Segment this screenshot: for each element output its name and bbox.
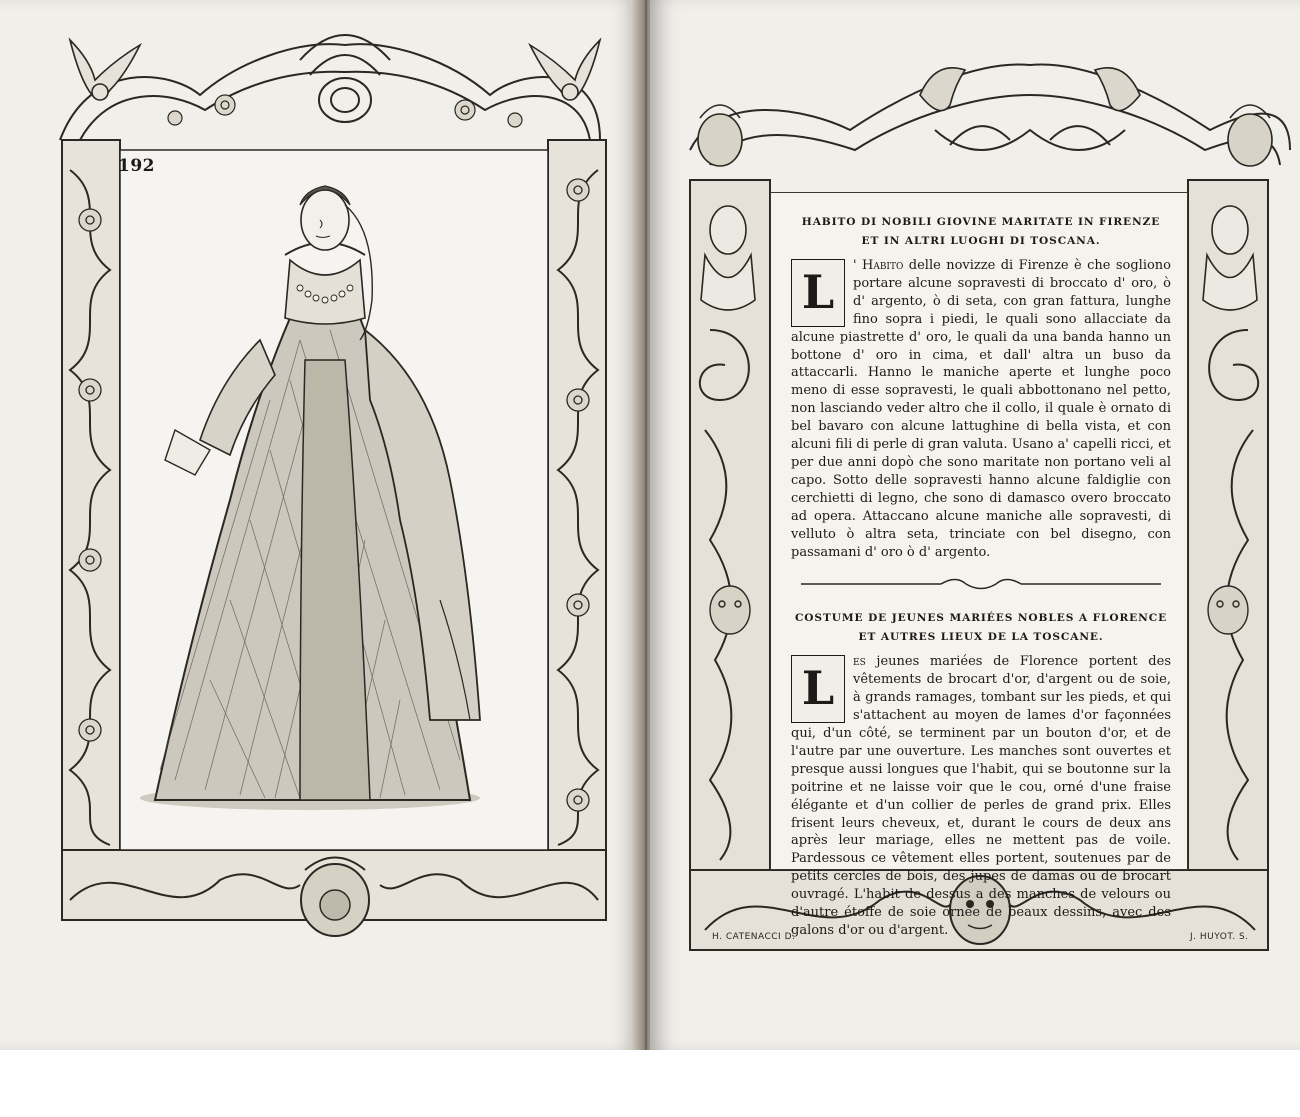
text-panel bbox=[770, 192, 1188, 938]
right-bird-ornament bbox=[530, 40, 600, 100]
italian-drop-cap-letter: L bbox=[801, 265, 835, 319]
left-ornamental-frame bbox=[0, 0, 640, 1050]
french-drop-cap bbox=[791, 655, 845, 723]
page-number: 192 bbox=[118, 156, 155, 176]
left-bird-ornament bbox=[70, 40, 140, 100]
italian-body: delle novizze di Firenze è che sogliono portare alcune sopravesti di broccato d' oro, ò d' argento, ò di seta, con gran fattura, lunghe fino sopra i piedi, le quali sono allacciate da alcune piastrette d' oro, le quali da una banda hanno un bottone d' oro in cima, et dall' altra un buso da attaccarli. Hanno le maniche aperte et lunghe poco meno di esse sopravesti, le quali abbottonano nel petto, non lasciando veder altro che il collo, il quale è ornato di bel bavaro con alcune lattughine di bella vista, et con alcuni fili di perle di gran valuta. Usano a' capelli ricci, et per due anni dopò che sono maritate non portano veli al capo. Sotto delle sopravesti hanno alcune faldiglie con cerchietti di legno, che sono di damasco overo broccato ad opera. Attaccano alcune maniche alle sopravesti, di velluto ò altra seta, trinciate con bel disegno, con passamani d' oro ò d' argento. bbox=[791, 258, 1171, 560]
french-lead-word: es bbox=[853, 654, 866, 670]
french-paragraph bbox=[791, 653, 1171, 940]
engraver-signature-right: J. HUYOT. S. bbox=[1190, 932, 1249, 942]
italian-lead-word: ' Habito bbox=[853, 258, 904, 273]
italian-paragraph bbox=[791, 257, 1171, 561]
left-page bbox=[0, 0, 640, 1050]
section-divider bbox=[791, 575, 1171, 593]
french-body: jeunes mariées de Florence portent des vêtements de brocart d'or, d'argent ou de soie, à grands ramages, tombant sur les pieds, et qui s'attachent au moyen de lames d'or façonnées qui, d'un côté, se terminent par un bouton d'or, et de l'autre par une ouverture. Les manches sont ouvertes et presque aussi longues que l'habit, qui se boutonne sur la poitrine et ne laisse voir que le cou, orné d'une fraise élégante et d'un collier de perles de grand prix. Elles frisent leurs cheveux, et, durant le cours de deux ans après leur mariage, elles ne mettent pas de voile. Pardessous ce vêtement elles portent, soutenues par de petits cercles de bois, des jupes de damas ou de brocart ouvragé. L'habit de dessus a des manches de velours ou d'autre étoffe de soie ornée de beaux dessins, avec des galons d'or ou d'argent. bbox=[791, 654, 1171, 938]
italian-drop-cap bbox=[791, 259, 845, 327]
italian-heading: HABITO DI NOBILI GIOVINE MARITATE IN FIRENZE ET IN ALTRI LUOGHI DI TOSCANA. bbox=[801, 216, 1161, 247]
engraver-signature-left: H. CATENACCI D. bbox=[712, 932, 796, 942]
griffin-ornament bbox=[920, 68, 1140, 111]
french-drop-cap-letter: L bbox=[801, 661, 835, 716]
french-heading: COSTUME DE JEUNES MARIÉES NOBLES A FLORENCE ET AUTRES LIEUX DE LA TOSCANE. bbox=[794, 612, 1168, 644]
